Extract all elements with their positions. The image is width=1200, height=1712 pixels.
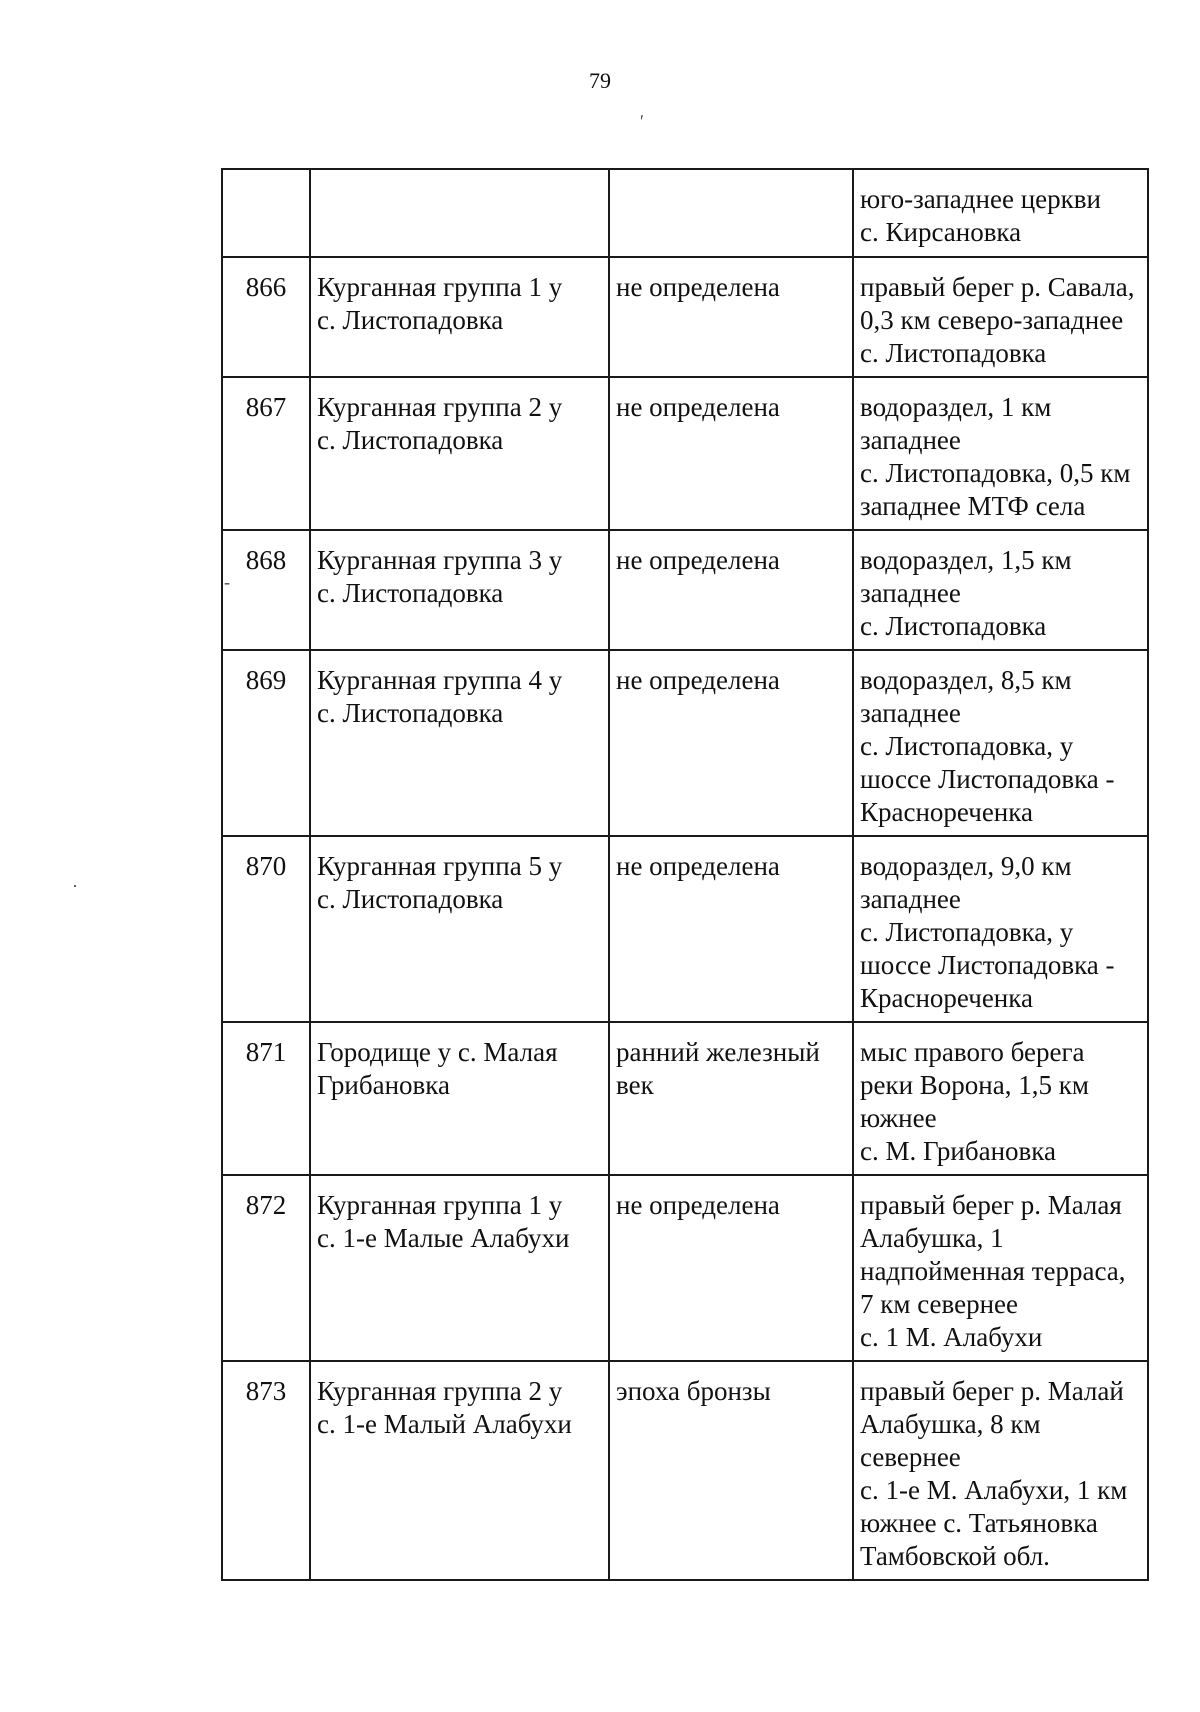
cell-name-line: Курганная группа 2 у [317,1376,563,1406]
cell-number: 870 [222,836,310,1022]
table-row [222,377,1148,530]
cell-location [853,377,1148,530]
cell-name-line: с. 1-е Малый Алабухи [317,1409,572,1439]
cell-location-line: Алабушка, 1 [860,1223,1004,1253]
cell-location-line: шоссе Листопадовка - [860,764,1115,794]
cell-location-line: западнее [860,884,961,914]
cell-name-line: Курганная группа 2 у [317,392,563,422]
cell-dating [609,1175,853,1361]
cell-number: 872 [222,1175,310,1361]
cell-location [853,530,1148,650]
cell-location-line: Тамбовской обл. [860,1541,1050,1571]
cell-location-line: водораздел, 8,5 км [860,665,1072,695]
cell-dating-line: век [616,1070,654,1100]
cell-location-line: Краснореченка [860,983,1033,1013]
cell-number: 868 [222,530,310,650]
cell-location-line: западнее МТФ села [860,491,1086,521]
cell-location-line: западнее [860,698,961,728]
cell-location-line: с. 1-е М. Алабухи, 1 км [860,1475,1128,1505]
table-row [222,1361,1148,1580]
cell-location-line: правый берег р. Малая [860,1190,1122,1220]
cell-name-line: с. Листопадовка [317,884,504,914]
cell-location [853,650,1148,836]
table-row [222,257,1148,377]
table-row [222,1175,1148,1361]
cell-location-line: водораздел, 1 км [860,392,1052,422]
cell-location-line: с. Листопадовка, у [860,731,1074,761]
table-row [222,650,1148,836]
cell-dating [609,650,853,836]
cell-number: 869 [222,650,310,836]
cell-name-line: Грибановка [317,1070,450,1100]
cell-name-line: с. Листопадовка [317,305,504,335]
cell-location-line: с. Листопадовка, у [860,917,1074,947]
cell-location-line: южнее [860,1103,937,1133]
cell-dating [609,530,853,650]
cell-location-line: с. М. Грибановка [860,1136,1056,1166]
cell-number: 871 [222,1022,310,1175]
page-number: 79 [589,68,611,93]
cell-location-line: водораздел, 1,5 км [860,545,1072,575]
cell-dating-line: не определена [616,665,780,695]
cell-number [222,169,310,257]
cell-name [310,836,609,1022]
cell-location-line: с. Кирсановка [860,217,1022,247]
cell-location [853,1175,1148,1361]
cell-dating-line: ранний железный [616,1037,820,1067]
cell-location [853,1022,1148,1175]
cell-dating-line: не определена [616,545,780,575]
cell-location [853,169,1148,257]
table-row [222,530,1148,650]
cell-location-line: юго-западнее церкви [860,184,1101,214]
cell-location [853,257,1148,377]
cell-name [310,650,609,836]
cell-location-line: с. Листопадовка [860,611,1047,641]
scan-mark: - [224,572,230,592]
cell-dating-line: не определена [616,392,780,422]
cell-dating [609,1361,853,1580]
cell-location-line: мыс правого берега [860,1037,1085,1067]
cell-location-line: южнее с. Татьяновка [860,1508,1098,1538]
cell-name [310,530,609,650]
cell-name-line: Городище у с. Малая [317,1037,558,1067]
table-row [222,1022,1148,1175]
cell-dating-line: не определена [616,851,780,881]
cell-location-line: 7 км севернее [860,1289,1018,1319]
cell-dating [609,169,853,257]
cell-location-line: с. Листопадовка [860,338,1047,368]
cell-dating-line: не определена [616,1190,780,1220]
cell-dating-line: эпоха бронзы [616,1376,771,1406]
cell-number: 867 [222,377,310,530]
cell-name [310,377,609,530]
cell-dating-line: не определена [616,272,780,302]
cell-dating [609,1022,853,1175]
cell-dating [609,836,853,1022]
cell-name [310,1022,609,1175]
cell-name [310,1361,609,1580]
cell-location-line: 0,3 км северо-западнее [860,305,1124,335]
cell-location-line: водораздел, 9,0 км [860,851,1072,881]
cell-name-line: с. 1-е Малые Алабухи [317,1223,570,1253]
cell-location-line: реки Ворона, 1,5 км [860,1070,1089,1100]
cell-name-line: с. Листопадовка [317,425,504,455]
cell-location-line: надпойменная терраса, [860,1256,1126,1286]
cell-name [310,1175,609,1361]
table-body [222,169,1148,1580]
cell-name-line: Курганная группа 3 у [317,545,563,575]
cell-location-line: с. Листопадовка, 0,5 км [860,458,1131,488]
cell-name-line: Курганная группа 5 у [317,851,563,881]
cell-name-line: с. Листопадовка [317,578,504,608]
cell-location-line: севернее [860,1442,961,1472]
cell-location-line: Краснореченка [860,797,1033,827]
monuments-table [221,168,1149,1581]
scan-mark: · [72,876,78,896]
cell-location-line: Алабушка, 8 км [860,1409,1041,1439]
cell-dating [609,377,853,530]
cell-number: 866 [222,257,310,377]
cell-location [853,836,1148,1022]
cell-name-line: Курганная группа 4 у [317,665,563,695]
cell-name-line: с. Листопадовка [317,698,504,728]
table-row [222,836,1148,1022]
scan-mark: ʹ [640,111,644,131]
cell-name-line: Курганная группа 1 у [317,272,563,302]
cell-dating [609,257,853,377]
table-row [222,169,1148,257]
cell-name [310,257,609,377]
cell-location-line: западнее [860,425,961,455]
cell-location-line: правый берег р. Малай [860,1376,1124,1406]
cell-name-line: Курганная группа 1 у [317,1190,563,1220]
cell-name [310,169,609,257]
cell-location [853,1361,1148,1580]
cell-number: 873 [222,1361,310,1580]
cell-location-line: с. 1 М. Алабухи [860,1322,1043,1352]
cell-location-line: западнее [860,578,961,608]
cell-location-line: шоссе Листопадовка - [860,950,1115,980]
cell-location-line: правый берег р. Савала, [860,272,1135,302]
